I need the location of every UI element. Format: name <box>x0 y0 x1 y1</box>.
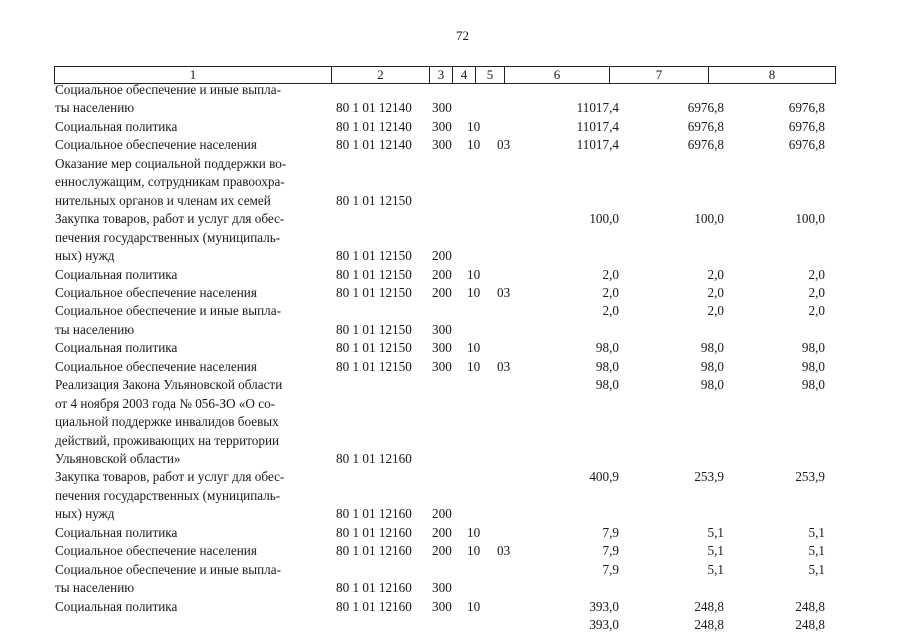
table-row <box>0 193 905 211</box>
row-value-7: 248,8 <box>694 617 724 633</box>
row-code: 80 1 01 12150 <box>336 284 412 300</box>
row-col-3: 300 <box>432 358 452 374</box>
row-value-7: 98,0 <box>700 358 724 374</box>
table-row <box>0 562 905 580</box>
row-value-6: 98,0 <box>595 377 619 393</box>
row-description: Социальная политика <box>55 598 178 614</box>
row-description: от 4 ноября 2003 года № 056-ЗО «О со- <box>55 395 276 411</box>
table-row <box>0 303 905 321</box>
row-value-8: 248,8 <box>795 617 825 633</box>
row-value-7: 98,0 <box>700 377 724 393</box>
row-description: печения государственных (муниципаль- <box>55 487 281 503</box>
row-value-7: 6976,8 <box>687 137 724 153</box>
table-row <box>0 322 905 340</box>
row-value-6: 400,9 <box>589 469 619 485</box>
row-description: ты населению <box>55 100 135 116</box>
row-description: Социальная политика <box>55 340 178 356</box>
header-col-5: 5 <box>476 67 505 83</box>
row-col-3: 300 <box>432 100 452 116</box>
row-col-4: 10 <box>467 598 481 614</box>
row-code: 80 1 01 12160 <box>336 451 412 466</box>
row-code: 80 1 01 12150 <box>336 266 412 282</box>
table-row <box>0 469 905 487</box>
row-description: Закупка товаров, работ и услуг для обес- <box>55 211 285 227</box>
row-description: действий, проживающих на территории <box>55 432 280 448</box>
row-code: 80 1 01 12150 <box>336 358 412 374</box>
row-value-8: 98,0 <box>801 358 825 374</box>
header-col-7: 7 <box>610 67 709 83</box>
row-value-8: 5,1 <box>808 561 825 577</box>
row-col-4: 10 <box>467 524 481 540</box>
row-code: 80 1 01 12140 <box>336 137 412 153</box>
row-value-6: 11017,4 <box>576 100 619 116</box>
row-value-6: 100,0 <box>589 211 619 227</box>
row-description: Социальная политика <box>55 524 178 540</box>
row-description: еннослужащим, сотрудникам правоохра- <box>55 174 285 190</box>
table-row <box>0 211 905 229</box>
table-row <box>0 396 905 414</box>
table-row <box>0 525 905 543</box>
row-description: циальной поддержке инвалидов боевых <box>55 414 279 430</box>
row-value-8: 2,0 <box>808 266 825 282</box>
row-value-7: 2,0 <box>707 303 724 319</box>
row-value-7: 100,0 <box>694 211 724 227</box>
row-description: Социальное обеспечение и иные выпла- <box>55 82 281 97</box>
row-col-3: 300 <box>432 321 452 337</box>
table-row <box>0 359 905 377</box>
row-value-6: 2,0 <box>602 303 619 319</box>
row-code: 80 1 01 12160 <box>336 524 412 540</box>
row-value-8: 5,1 <box>808 524 825 540</box>
row-value-8: 2,0 <box>808 284 825 300</box>
row-value-8: 2,0 <box>808 303 825 319</box>
row-description: ты населению <box>55 321 135 337</box>
row-col-3: 200 <box>432 524 452 540</box>
table-row <box>0 119 905 137</box>
table-row <box>0 100 905 118</box>
row-description: Социальная политика <box>55 266 178 282</box>
row-description: ных) нужд <box>55 248 115 264</box>
row-value-6: 393,0 <box>589 598 619 614</box>
page-number: 72 <box>456 28 469 43</box>
row-col-3: 200 <box>432 543 452 559</box>
table-row <box>0 248 905 266</box>
row-col-5: 03 <box>497 543 511 559</box>
row-code: 80 1 01 12160 <box>336 506 412 522</box>
row-value-6: 2,0 <box>602 284 619 300</box>
row-description: Закупка товаров, работ и услуг для обес- <box>55 469 285 485</box>
row-description: Ульяновской области» <box>55 451 181 466</box>
row-code: 80 1 01 12150 <box>336 192 412 208</box>
row-description: Социальное обеспечение и иные выпла- <box>55 561 281 577</box>
header-col-2: 2 <box>332 67 430 83</box>
row-description: Социальная политика <box>55 118 178 134</box>
header-col-4: 4 <box>453 67 476 83</box>
table-row <box>0 599 905 617</box>
row-value-7: 6976,8 <box>687 100 724 116</box>
row-value-6: 7,9 <box>602 561 619 577</box>
row-col-3: 300 <box>432 598 452 614</box>
table-row <box>0 267 905 285</box>
row-code: 80 1 01 12150 <box>336 248 412 264</box>
table-row <box>0 617 905 635</box>
row-col-3: 200 <box>432 284 452 300</box>
table-row <box>0 340 905 358</box>
row-description: Социальное обеспечение населения <box>55 137 257 153</box>
row-value-7: 98,0 <box>700 340 724 356</box>
row-description: Реализация Закона Ульяновской области <box>55 377 283 393</box>
header-col-3: 3 <box>430 67 453 83</box>
row-value-6: 7,9 <box>602 524 619 540</box>
row-description: Социальное обеспечение и иные выпла- <box>55 303 281 319</box>
row-col-3: 300 <box>432 340 452 356</box>
row-col-4: 10 <box>467 340 481 356</box>
table-row <box>0 230 905 248</box>
row-description: печения государственных (муниципаль- <box>55 229 281 245</box>
header-col-1: 1 <box>55 67 332 83</box>
row-col-3: 300 <box>432 137 452 153</box>
table-row <box>0 451 905 469</box>
row-col-3: 200 <box>432 506 452 522</box>
table-row <box>0 488 905 506</box>
row-value-7: 2,0 <box>707 266 724 282</box>
table-row <box>0 137 905 155</box>
row-value-8: 6976,8 <box>788 100 825 116</box>
table-row <box>0 377 905 395</box>
table-row <box>0 156 905 174</box>
table-row <box>0 580 905 598</box>
row-col-4: 10 <box>467 118 481 134</box>
row-col-5: 03 <box>497 358 511 374</box>
row-description: ты населению <box>55 580 135 596</box>
row-col-5: 03 <box>497 284 511 300</box>
row-col-3: 300 <box>432 118 452 134</box>
row-col-5: 03 <box>497 137 511 153</box>
header-col-6: 6 <box>505 67 610 83</box>
table-row <box>0 174 905 192</box>
row-value-7: 6976,8 <box>687 118 724 134</box>
row-description: Оказание мер социальной поддержки во- <box>55 155 287 171</box>
table-row <box>0 285 905 303</box>
row-value-6: 7,9 <box>602 543 619 559</box>
header-col-8: 8 <box>768 67 776 82</box>
row-value-7: 248,8 <box>694 598 724 614</box>
row-code: 80 1 01 12150 <box>336 340 412 356</box>
row-value-6: 11017,4 <box>576 118 619 134</box>
row-description: ных) нужд <box>55 506 115 522</box>
table-row <box>0 543 905 561</box>
row-code: 80 1 01 12160 <box>336 580 412 596</box>
row-col-4: 10 <box>467 543 481 559</box>
row-value-8: 6976,8 <box>788 118 825 134</box>
row-col-4: 10 <box>467 284 481 300</box>
row-value-8: 5,1 <box>808 543 825 559</box>
row-value-8: 98,0 <box>801 377 825 393</box>
row-value-8: 253,9 <box>795 469 825 485</box>
row-code: 80 1 01 12140 <box>336 100 412 116</box>
table-row <box>0 82 905 100</box>
row-description: Социальное обеспечение населения <box>55 284 257 300</box>
row-description: Социальное обеспечение населения <box>55 358 257 374</box>
row-col-4: 10 <box>467 137 481 153</box>
row-code: 80 1 01 12160 <box>336 598 412 614</box>
row-col-4: 10 <box>467 266 481 282</box>
row-value-7: 5,1 <box>707 524 724 540</box>
row-value-6: 98,0 <box>595 358 619 374</box>
table-row <box>0 506 905 524</box>
row-code: 80 1 01 12140 <box>336 118 412 134</box>
row-description: Социальное обеспечение населения <box>55 543 257 559</box>
row-code: 80 1 01 12160 <box>336 543 412 559</box>
row-value-6: 98,0 <box>595 340 619 356</box>
row-description: нительных органов и членам их семей <box>55 192 271 208</box>
row-col-3: 200 <box>432 266 452 282</box>
row-value-7: 5,1 <box>707 561 724 577</box>
row-col-3: 200 <box>432 248 452 264</box>
row-value-6: 11017,4 <box>576 137 619 153</box>
row-value-8: 6976,8 <box>788 137 825 153</box>
row-col-3: 300 <box>432 580 452 596</box>
row-code: 80 1 01 12150 <box>336 321 412 337</box>
row-value-7: 253,9 <box>694 469 724 485</box>
row-value-6: 2,0 <box>602 266 619 282</box>
row-value-8: 248,8 <box>795 598 825 614</box>
table-row <box>0 433 905 451</box>
row-value-8: 98,0 <box>801 340 825 356</box>
row-col-4: 10 <box>467 358 481 374</box>
row-value-8: 100,0 <box>795 211 825 227</box>
row-value-7: 2,0 <box>707 284 724 300</box>
row-value-6: 393,0 <box>589 617 619 633</box>
table-row <box>0 414 905 432</box>
row-value-7: 5,1 <box>707 543 724 559</box>
